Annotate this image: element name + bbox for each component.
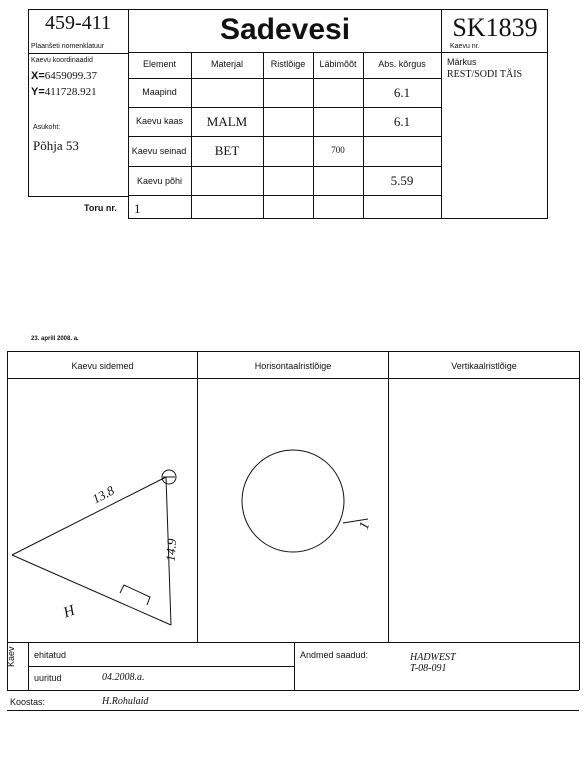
table-line — [128, 78, 441, 79]
frame-line — [28, 53, 128, 54]
coordinate-x — [31, 70, 97, 82]
frame-line — [294, 642, 295, 690]
kaev-label: Kaev — [6, 646, 16, 667]
table-cell-element: Kaevu põhi — [136, 176, 183, 186]
column-header-elevation: Abs. kõrgus — [378, 59, 426, 69]
table-cell-element: Kaevu kaas — [135, 116, 184, 126]
tie-line-3 — [12, 555, 171, 625]
remarks-value: REST/SODI TÄIS — [447, 69, 523, 80]
frame-line — [28, 666, 294, 667]
section-title-ties: Kaevu sidemed — [71, 361, 134, 371]
map-sheet-number: 459-411 — [45, 12, 111, 34]
column-header-material: Materjal — [210, 59, 243, 69]
tie-sketch — [8, 379, 197, 642]
frame-right — [547, 9, 548, 218]
surveyed-value: 04.2008.a. — [102, 672, 145, 683]
dimension-label: 14.9 — [162, 538, 180, 562]
page-title: Sadevesi — [219, 13, 351, 46]
y-value: 411728.921 — [44, 86, 97, 98]
data-from-line-1: HADWEST — [410, 652, 456, 663]
column-header-diameter: Läbimõõt — [319, 59, 357, 69]
section-title-vertical: Vertikaalristlõige — [451, 361, 517, 371]
frame-top — [28, 9, 548, 10]
table-line — [128, 195, 441, 196]
well-id-label: Kaevu nr. — [450, 43, 480, 50]
frame-line — [7, 710, 579, 711]
frame-line — [28, 196, 128, 197]
table-line — [313, 52, 314, 218]
frame-line — [7, 351, 579, 352]
frame-bottom — [128, 218, 548, 219]
pipe-label: Toru nr. — [84, 203, 117, 213]
data-from-label: Andmed saadud: — [300, 650, 369, 660]
table-line — [363, 52, 364, 218]
map-sheet-label: Plaanšeti nomenklatuur — [31, 43, 105, 50]
horizontal-section-sketch — [198, 379, 388, 642]
table-line — [191, 52, 192, 218]
data-from-line-2: T-08-091 — [410, 663, 447, 674]
y-label: Y= — [31, 86, 45, 98]
coordinate-y — [31, 86, 97, 98]
coordinates-label: Kaevu koordinaadid — [31, 57, 93, 64]
table-line — [263, 52, 264, 218]
compiled-label: Koostas: — [10, 697, 46, 707]
dimension-label: H — [61, 602, 78, 622]
location-value: Põhja 53 — [33, 138, 79, 153]
document-date: 23. aprill 2008. a. — [31, 336, 79, 342]
remarks-label: Märkus — [447, 57, 477, 67]
table-cell-element: Kaevu seinad — [131, 146, 187, 156]
frame-line — [7, 642, 579, 643]
pipe-number-mark: 1 — [356, 519, 374, 532]
column-header-element: Element — [142, 59, 177, 69]
surveyed-label: uuritud — [34, 673, 62, 683]
location-label: Asukoht: — [33, 124, 61, 131]
frame-line — [128, 9, 129, 218]
table-cell-elevation: 6.1 — [393, 114, 411, 129]
table-cell-elevation: 6.1 — [393, 85, 411, 100]
dimension-label: 13.8 — [89, 482, 117, 507]
table-cell-diameter: 700 — [331, 145, 345, 155]
table-cell-element: Maapind — [142, 87, 177, 97]
frame-line — [28, 642, 29, 690]
table-line — [128, 107, 441, 108]
well-id: SK1839 — [452, 13, 538, 42]
table-line — [128, 136, 441, 137]
table-line — [128, 166, 441, 167]
pipe-value: 1 — [134, 201, 141, 216]
table-cell-elevation: 5.59 — [390, 173, 414, 188]
x-value: 6459099.37 — [44, 70, 98, 82]
corner-mark — [120, 585, 150, 605]
compiled-value: H.Rohulaid — [102, 696, 149, 707]
tie-line-1 — [12, 477, 166, 555]
frame-line — [441, 9, 442, 218]
table-cell-material: BET — [214, 143, 240, 158]
column-header-section: Ristlõige — [270, 59, 306, 69]
table-cell-material: MALM — [206, 114, 248, 129]
frame-right — [579, 351, 580, 690]
frame-left — [28, 9, 29, 196]
section-title-horizontal: Horisontaalristlõige — [254, 361, 332, 371]
x-label: X= — [31, 70, 45, 82]
frame-line — [388, 351, 389, 642]
frame-line — [7, 690, 579, 691]
built-label: ehitatud — [34, 650, 67, 660]
well-outline — [242, 450, 344, 552]
